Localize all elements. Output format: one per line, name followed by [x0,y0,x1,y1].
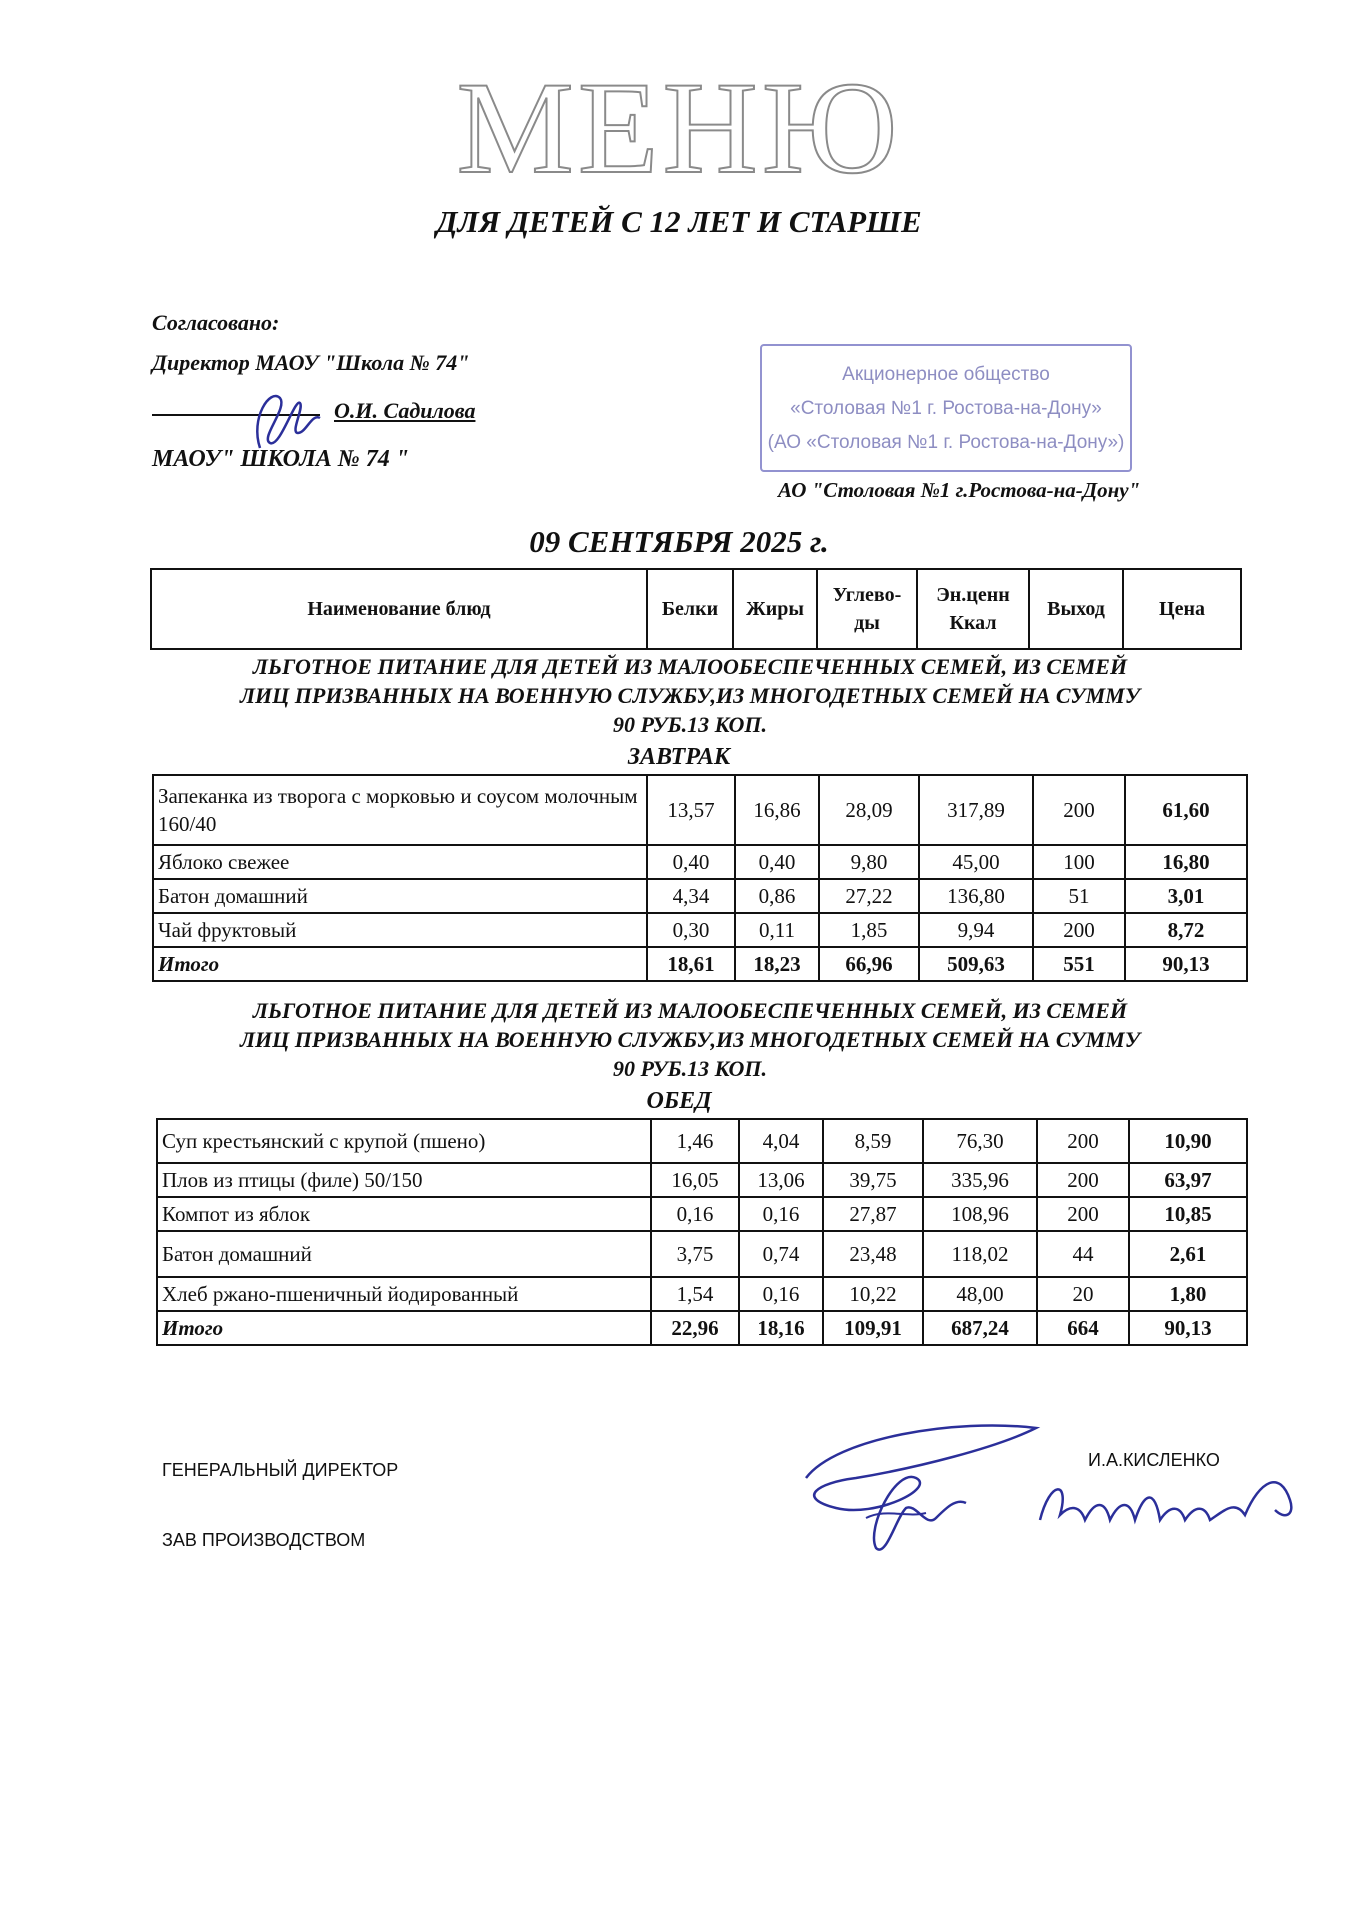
approval-label: Согласовано: [152,310,280,335]
dish-energy: 108,96 [923,1197,1037,1231]
dish-price: 10,85 [1129,1197,1247,1231]
stamp-line-2: «Столовая №1 г. Ростова-на-Дону» [790,398,1102,419]
dish-energy: 118,02 [923,1231,1037,1277]
dish-carbs: 28,09 [819,775,919,845]
dish-protein: 1,46 [651,1119,739,1163]
dish-energy: 317,89 [919,775,1033,845]
col-fat: Жиры [733,569,817,649]
dish-protein: 1,54 [651,1277,739,1311]
dish-price: 1,80 [1129,1277,1247,1311]
dish-name: Суп крестьянский с крупой (пшено) [157,1119,651,1163]
dish-protein: 0,16 [651,1197,739,1231]
total-row [153,947,1247,981]
total-price: 90,13 [1125,947,1247,981]
dish-carbs: 10,22 [823,1277,923,1311]
benefit-note-line1: ЛЬГОТНОЕ ПИТАНИЕ ДЛЯ ДЕТЕЙ ИЗ МАЛООБЕСПЕЧЕННЫХ СЕМЕЙ, ИЗ СЕМЕЙ [252,654,1128,679]
col-energy-line1: Эн.ценн [936,584,1010,606]
general-director-label: ГЕНЕРАЛЬНЫЙ ДИРЕКТОР [162,1460,399,1480]
dish-carbs: 27,22 [819,879,919,913]
dish-fat: 0,40 [735,845,819,879]
dish-fat: 0,74 [739,1231,823,1277]
stamp-line-1: Акционерное общество [842,364,1050,385]
dish-carbs: 8,59 [823,1119,923,1163]
table-row [153,879,1247,913]
director-signature-footer [796,1408,1036,1573]
school-name: МАОУ" ШКОЛА № 74 " [152,446,410,472]
dish-protein: 3,75 [651,1231,739,1277]
dish-fat: 0,16 [739,1277,823,1311]
benefit-note-line3: 90 РУБ.13 КОП. [612,1056,768,1081]
table-row [157,1231,1247,1277]
table-row [157,1119,1247,1163]
dish-yield: 200 [1033,775,1125,845]
dish-fat: 13,06 [739,1163,823,1197]
dish-yield: 200 [1037,1119,1129,1163]
table-row [157,1197,1247,1231]
col-carbs-line1: Углево- [832,584,902,606]
total-fat: 18,23 [735,947,819,981]
benefit-note-line2: ЛИЦ ПРИЗВАННЫХ НА ВОЕННУЮ СЛУЖБУ,ИЗ МНОГОДЕТНЫХ СЕМЕЙ НА СУММУ [239,683,1141,708]
total-energy: 687,24 [923,1311,1037,1345]
total-protein: 22,96 [651,1311,739,1345]
dish-yield: 51 [1033,879,1125,913]
dish-fat: 4,04 [739,1119,823,1163]
director-name: О.И. Садилова [334,398,476,423]
dish-fat: 0,86 [735,879,819,913]
company-stamp [760,344,1132,472]
dish-carbs: 1,85 [819,913,919,947]
dish-energy: 76,30 [923,1119,1037,1163]
col-energy-line2: Ккал [949,612,997,634]
total-carbs: 109,91 [823,1311,923,1345]
dish-yield: 44 [1037,1231,1129,1277]
total-yield: 664 [1037,1311,1129,1345]
benefit-note-lunch [150,996,1230,1083]
table-row [157,1277,1247,1311]
production-head-label: ЗАВ ПРОИЗВОДСТВОМ [162,1530,366,1550]
total-protein: 18,61 [647,947,735,981]
dish-protein: 0,40 [647,845,735,879]
column-header-table [150,568,1242,650]
dish-price: 2,61 [1129,1231,1247,1277]
dish-yield: 100 [1033,845,1125,879]
total-row [157,1311,1247,1345]
production-head-signature [1030,1460,1330,1545]
dish-yield: 20 [1037,1277,1129,1311]
dish-price: 16,80 [1125,845,1247,879]
dish-yield: 200 [1037,1197,1129,1231]
breakfast-title: ЗАВТРАК [627,744,731,770]
dish-yield: 200 [1033,913,1125,947]
menu-subtitle: ДЛЯ ДЕТЕЙ С 12 ЛЕТ И СТАРШЕ [436,204,922,239]
col-yield: Выход [1029,569,1123,649]
col-carbs [817,569,917,649]
dish-protein: 13,57 [647,775,735,845]
dish-price: 61,60 [1125,775,1247,845]
dish-price: 3,01 [1125,879,1247,913]
lunch-table [156,1118,1248,1346]
breakfast-table [152,774,1248,982]
dish-price: 10,90 [1129,1119,1247,1163]
dish-energy: 45,00 [919,845,1033,879]
total-label: Итого [157,1311,651,1345]
dish-carbs: 23,48 [823,1231,923,1277]
dish-protein: 4,34 [647,879,735,913]
dish-energy: 335,96 [923,1163,1037,1197]
benefit-note-line1: ЛЬГОТНОЕ ПИТАНИЕ ДЛЯ ДЕТЕЙ ИЗ МАЛООБЕСПЕЧЕННЫХ СЕМЕЙ, ИЗ СЕМЕЙ [252,998,1128,1023]
menu-title: МЕНЮ [456,54,902,201]
dish-energy: 136,80 [919,879,1033,913]
dish-name: Хлеб ржано-пшеничный йодированный [157,1277,651,1311]
benefit-note-line3: 90 РУБ.13 КОП. [612,712,768,737]
dish-name: Запеканка из творога с морковью и соусом молочным 160/40 [153,775,647,845]
dish-price: 63,97 [1129,1163,1247,1197]
total-price: 90,13 [1129,1311,1247,1345]
total-yield: 551 [1033,947,1125,981]
dish-carbs: 27,87 [823,1197,923,1231]
company-name: АО "Столовая №1 г.Ростова-на-Дону" [778,478,1141,502]
dish-energy: 9,94 [919,913,1033,947]
dish-fat: 0,11 [735,913,819,947]
benefit-note-breakfast [150,652,1230,739]
table-row [153,913,1247,947]
director-signature [240,378,340,463]
dish-name: Батон домашний [153,879,647,913]
col-carbs-line2: ды [854,612,880,634]
dish-name: Яблоко свежее [153,845,647,879]
col-name: Наименование блюд [151,569,647,649]
dish-yield: 200 [1037,1163,1129,1197]
total-energy: 509,63 [919,947,1033,981]
dish-energy: 48,00 [923,1277,1037,1311]
col-protein: Белки [647,569,733,649]
dish-name: Батон домашний [157,1231,651,1277]
dish-carbs: 39,75 [823,1163,923,1197]
dish-carbs: 9,80 [819,845,919,879]
dish-name: Чай фруктовый [153,913,647,947]
benefit-note-line2: ЛИЦ ПРИЗВАННЫХ НА ВОЕННУЮ СЛУЖБУ,ИЗ МНОГОДЕТНЫХ СЕМЕЙ НА СУММУ [239,1027,1141,1052]
col-price: Цена [1123,569,1241,649]
total-label: Итого [153,947,647,981]
director-line: Директор МАОУ "Школа № 74" [152,350,470,375]
table-row [153,845,1247,879]
signer-name: И.А.КИСЛЕНКО [1088,1450,1220,1470]
lunch-title: ОБЕД [646,1088,712,1114]
col-energy [917,569,1029,649]
table-row [157,1163,1247,1197]
dish-fat: 16,86 [735,775,819,845]
dish-name: Плов из птицы (филе) 50/150 [157,1163,651,1197]
dish-protein: 16,05 [651,1163,739,1197]
table-row [153,775,1247,845]
total-carbs: 66,96 [819,947,919,981]
dish-protein: 0,30 [647,913,735,947]
dish-name: Компот из яблок [157,1197,651,1231]
stamp-line-3: (АО «Столовая №1 г. Ростова-на-Дону») [767,432,1125,453]
total-fat: 18,16 [739,1311,823,1345]
dish-price: 8,72 [1125,913,1247,947]
menu-date: 09 СЕНТЯБРЯ 2025 г. [529,524,829,559]
dish-fat: 0,16 [739,1197,823,1231]
